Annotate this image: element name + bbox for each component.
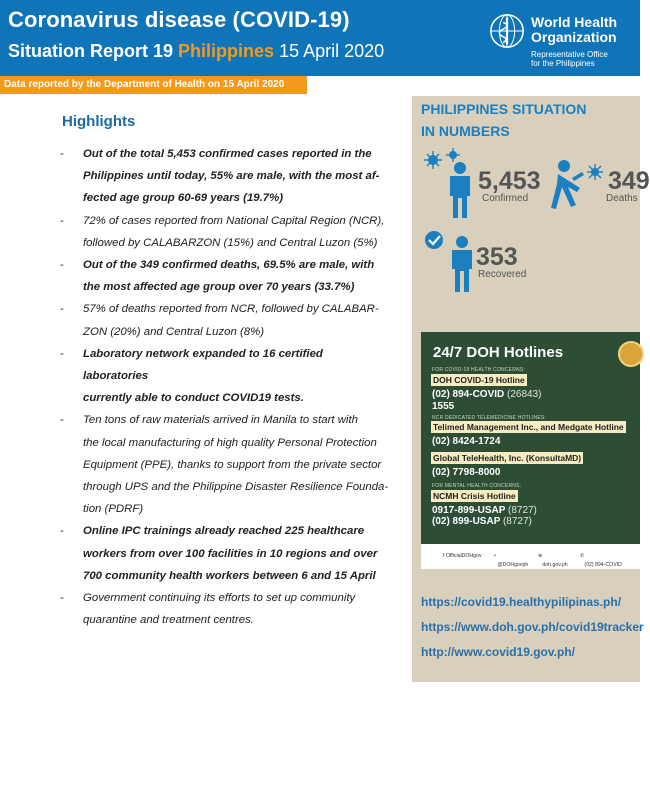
highlight-line: 72% of cases reported from National Capital Region (NCR), xyxy=(83,214,385,227)
data-source-banner: Data reported by the Department of Health on 15 April 2020 xyxy=(0,76,307,94)
ncmh-hotline-name: NCMH Crisis Hotline xyxy=(433,491,516,501)
doh-hotline-short: 1555 xyxy=(432,401,455,412)
highlight-line: Out of the total 5,453 confirmed cases reported in the xyxy=(83,148,372,160)
recovered-count: 353 xyxy=(476,243,518,271)
highlight-line: Government continuing its efforts to set up community xyxy=(83,592,356,605)
highlight-line: through UPS and the Philippine Disaster Resilience Founda- xyxy=(83,481,389,494)
footer-facebook: f OfficialDOHgov xyxy=(443,553,482,559)
highlight-line: followed by CALABARZON (15%) and Central Luzon (5%) xyxy=(83,236,378,249)
deaths-count: 349 xyxy=(608,167,650,195)
hotline-caption-covid: FOR COVID-19 HEALTH CONCERNS: xyxy=(432,367,525,373)
recovered-label: Recovered xyxy=(478,269,527,280)
hotline-caption-mental: FOR MENTAL HEALTH CONCERNS: xyxy=(432,483,522,489)
highlight-line: Out of the 349 confirmed deaths, 69.5% are male, with xyxy=(83,259,375,272)
highlight-item xyxy=(60,409,390,520)
confirmed-label: Confirmed xyxy=(482,193,529,204)
doh-seal-icon xyxy=(618,341,644,367)
highlight-line: 57% of deaths reported from NCR, followed by CALABAR- xyxy=(83,303,379,316)
link-doh-tracker[interactable]: https://www.doh.gov.ph/covid19tracker xyxy=(421,620,644,634)
who-logo xyxy=(488,12,638,72)
highlight-line: Ten tons of raw materials arrived in Manila to start with xyxy=(83,414,358,427)
highlight-line: the most affected age group over 70 years (33.7%) xyxy=(83,281,355,294)
who-office: Representative Office for the Philippines xyxy=(531,50,608,68)
highlight-item xyxy=(60,298,390,342)
doh-hotlines-card xyxy=(421,332,640,569)
hotlines-footer xyxy=(421,544,640,569)
highlight-item xyxy=(60,210,390,254)
report-number: Situation Report 19 xyxy=(8,41,174,61)
highlight-line: workers from over 100 facilities in 10 regions and over xyxy=(83,547,378,560)
highlight-item xyxy=(60,254,390,298)
globaltele-hotline-name: Global TeleHealth, Inc. (KonsultaMD) xyxy=(433,453,582,463)
footer-twitter: ✓ @DOHgovph xyxy=(493,553,529,568)
situation-panel xyxy=(412,96,650,682)
confirmed-person-icon xyxy=(420,146,484,220)
who-emblem-icon xyxy=(488,12,526,50)
situation-title: PHILIPPINES SITUATION IN NUMBERS xyxy=(421,101,587,139)
report-header xyxy=(0,0,640,76)
highlight-line: 700 community health workers between 6 and 15 April xyxy=(83,569,376,582)
bullet-dash: - xyxy=(60,414,64,427)
deaths-label: Deaths xyxy=(606,193,638,204)
highlight-line: tion (PDRF) xyxy=(83,503,144,516)
bullet-dash: - xyxy=(60,525,64,538)
recovered-person-icon xyxy=(424,228,482,294)
highlight-line: the local manufacturing of high quality Personal Protection xyxy=(83,436,377,449)
bullet-dash: - xyxy=(60,259,64,272)
highlight-line: fected age group 60-69 years (19.7%) xyxy=(83,192,284,205)
highlight-line: ZON (20%) and Central Luzon (8%) xyxy=(83,325,265,338)
highlight-item xyxy=(60,343,390,410)
report-subtitle xyxy=(8,41,384,62)
link-healthypilipinas[interactable]: https://covid19.healthypilipinas.ph/ xyxy=(421,595,622,609)
highlight-line: Philippines until today, 55% are male, with the most af- xyxy=(83,170,380,183)
report-country: Philippines xyxy=(178,41,275,61)
report-title: Coronavirus disease (COVID-19) xyxy=(8,7,350,32)
link-covid19-gov[interactable]: http://www.covid19.gov.ph/ xyxy=(421,645,576,659)
bullet-dash: - xyxy=(60,303,64,316)
ncmh-hotline-number-1: 0917-899-USAP (8727) xyxy=(432,505,537,516)
highlight-item xyxy=(60,143,390,210)
bullet-dash: - xyxy=(60,148,64,160)
report-date: 15 April 2020 xyxy=(279,41,385,61)
highlights-title: Highlights xyxy=(62,113,136,130)
hotlines-title: 24/7 DOH Hotlines xyxy=(433,344,564,361)
highlight-line: Online IPC trainings already reached 225 healthcare xyxy=(83,525,365,538)
telimed-hotline-name: Telimed Management Inc., and Medgate Hotline xyxy=(433,422,624,432)
highlight-line: Equipment (PPE), thanks to support from the private sector xyxy=(83,458,382,471)
telimed-hotline-number: (02) 8424-1724 xyxy=(432,436,501,447)
globaltele-hotline-number: (02) 7798-8000 xyxy=(432,467,501,478)
footer-phone: ✆ (02) 894-COVID xyxy=(580,553,622,568)
doh-hotline-number: (02) 894-COVID (26843) xyxy=(432,389,542,400)
confirmed-count: 5,453 xyxy=(478,167,541,195)
ncmh-hotline-number-2: (02) 899-USAP (8727) xyxy=(432,516,532,527)
bullet-dash: - xyxy=(60,214,64,227)
hotline-caption-telemedicine: NCR DEDICATED TELEMEDICINE HOTLINES: xyxy=(432,415,546,421)
highlight-line: Laboratory network expanded to 16 certified laboratories xyxy=(83,347,323,383)
highlight-line: quarantine and treatment centres. xyxy=(83,614,254,627)
highlight-item xyxy=(60,587,390,631)
highlight-item xyxy=(60,520,390,587)
doh-hotline-name: DOH COVID-19 Hotline xyxy=(433,375,525,385)
highlights-list xyxy=(60,143,390,631)
bullet-dash: - xyxy=(60,347,64,360)
bullet-dash: - xyxy=(60,592,64,605)
highlight-line: currently able to conduct COVID19 tests. xyxy=(83,392,304,405)
footer-website: ⊕ doh.gov.ph xyxy=(538,553,568,568)
deaths-person-icon xyxy=(550,154,610,216)
who-name: World Health Organization xyxy=(531,14,618,45)
